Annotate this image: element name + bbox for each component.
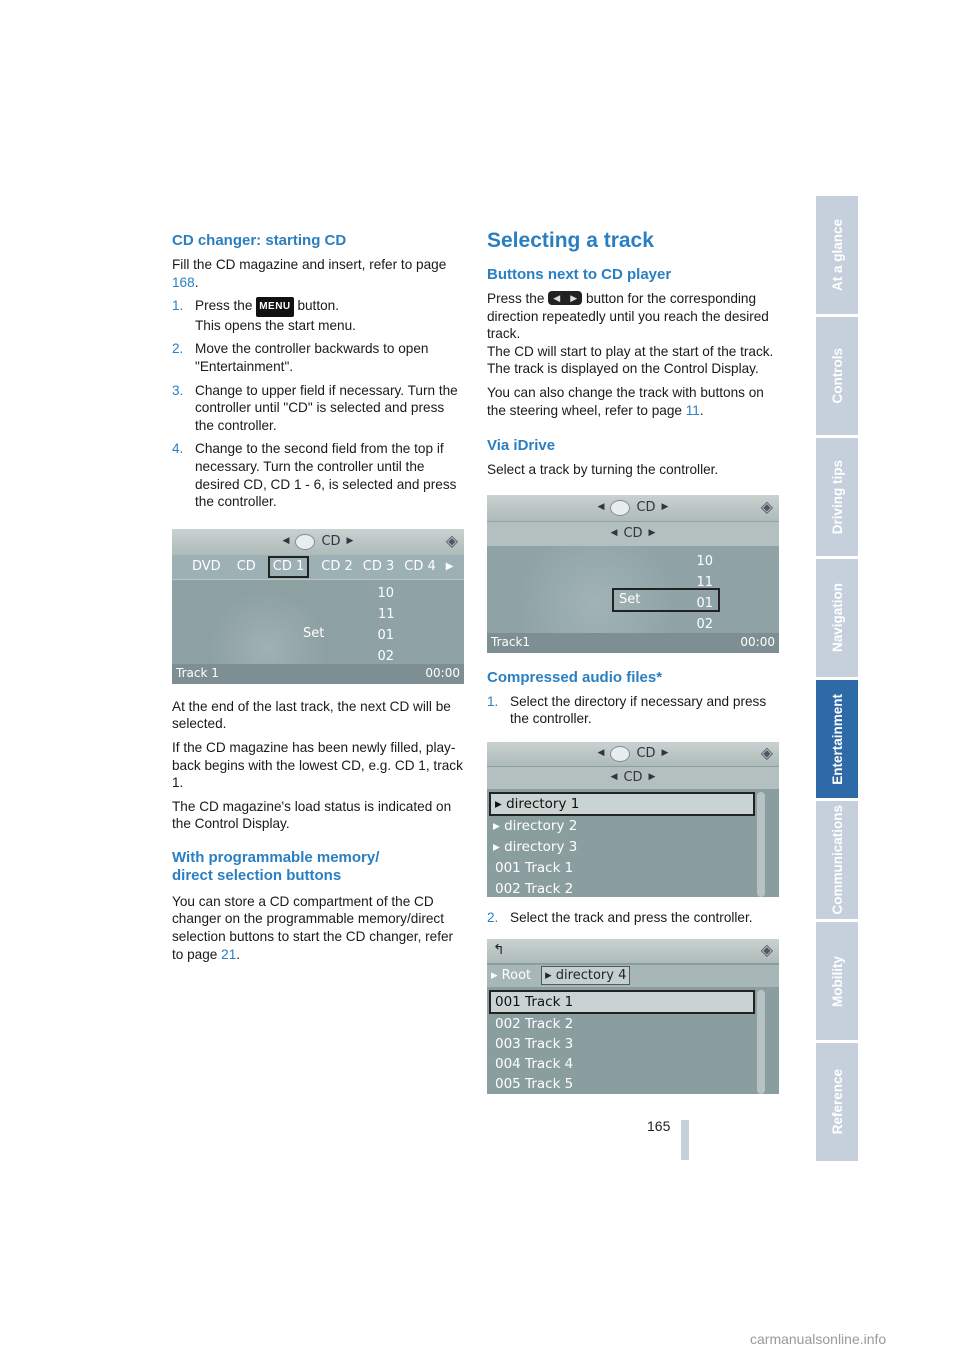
tab-reference[interactable]: Reference [816, 1043, 858, 1161]
cd-changer-screen: ◀ CD ▶ ◈ DVD CD CD 1 CD 2 CD 3 CD 4 ▶ 10 11 01 02 Set Track 1 00:00 [172, 529, 464, 684]
page-link-168[interactable]: 168 [172, 274, 195, 290]
page-number: 165 [647, 1118, 671, 1134]
status-track: Track1 [491, 634, 531, 649]
list-item[interactable]: ▸ directory 2 [493, 817, 578, 834]
tab-controls[interactable]: Controls [816, 317, 858, 435]
chapter-tabs [816, 196, 858, 1164]
list-item[interactable]: 003 Track 3 [495, 1035, 574, 1052]
arrow-left-icon: ◀ [610, 772, 618, 783]
idrive-track-screen: ◀ CD ▶ ◈ ◀ CD ▶ 10 11 01 02 Set Track1 00:00 [487, 495, 779, 653]
title-selecting-track: Selecting a track [487, 229, 654, 252]
para-press-button: Press the ◀ ▶ button for the corresponding direction repeatedly until you reach the desired track. The CD will start to play at the start of the track. The track is displayed on the Control Display. [487, 291, 774, 377]
arrow-right-icon: ▶ [661, 501, 669, 512]
heading-buttons-next: Buttons next to CD player [487, 266, 672, 283]
arrow-left-icon: ◀ [610, 527, 618, 538]
folder-breadcrumb[interactable]: ▸ directory 4 [541, 966, 630, 986]
arrow-right-icon: ▶ [346, 535, 354, 546]
heading-via-idrive: Via iDrive [487, 437, 556, 455]
list-item[interactable]: 004 Track 4 [495, 1055, 574, 1072]
list-item[interactable]: 002 Track 2 [495, 880, 574, 897]
menu-key-icon: MENU [256, 297, 293, 317]
cd-tab-cd2[interactable]: CD 2 [321, 558, 353, 574]
tab-driving-tips[interactable]: Driving tips [816, 438, 858, 556]
cd-disc-icon [610, 500, 630, 516]
page-link-21[interactable]: 21 [221, 946, 237, 962]
list-item[interactable]: ▸ directory 1 [489, 792, 755, 816]
arrow-left-icon: ◀ [282, 535, 290, 546]
selected-track-highlight[interactable] [612, 588, 720, 612]
track-file-list [489, 990, 755, 1094]
status-track: Track 1 [176, 665, 219, 680]
tab-navigation[interactable]: Navigation [816, 559, 858, 677]
list-item[interactable]: 001 Track 1 [489, 990, 755, 1014]
arrow-left-icon: ◀ [597, 748, 605, 759]
para-load-status: The CD magazine's load status is indicated on the Control Display. [172, 798, 452, 832]
controller-icon: ◈ [760, 742, 773, 762]
controller-icon: ◈ [760, 496, 773, 516]
heading-programmable: With programmable memory/ direct selection buttons [172, 848, 380, 884]
cd-tab-cd3[interactable]: CD 3 [362, 558, 395, 574]
track-list: 10 11 01 02 [377, 585, 395, 664]
list-item[interactable]: 005 Track 5 [495, 1075, 574, 1092]
step-4: 4. Change to the second field from the top if necessary. Turn the controller until the desired CD, CD 1 - 6, is selected and press the controller. [172, 441, 457, 510]
heading-cd-changer: CD changer: starting CD [172, 232, 347, 249]
list-item[interactable]: ▸ directory 3 [493, 838, 578, 855]
arrow-right-icon: ▶ [648, 527, 656, 538]
tab-entertainment[interactable]: Entertainment [816, 680, 858, 798]
list-item[interactable]: 001 Track 1 [495, 859, 574, 876]
para-steering-wheel: You can also change the track with buttons on the steering wheel, refer to page 11. [487, 384, 764, 418]
list-item[interactable]: 002 Track 2 [495, 1015, 574, 1032]
watermark: carmanualsonline.info [750, 1331, 887, 1347]
intro-paragraph: Fill the CD magazine and insert, refer to page 168. [172, 257, 447, 290]
scrollbar[interactable] [757, 990, 765, 1094]
step-3: 3. Change to upper field if necessary. Turn the controller until "CD" is selected and press the controller. [172, 382, 458, 433]
page-marker [681, 1120, 689, 1160]
step-2-track: 2. Select the track and press the controller. [487, 909, 753, 925]
arrow-right-icon: ▶ [661, 748, 669, 759]
cd-disc-icon [295, 534, 315, 550]
set-label: Set [303, 625, 325, 641]
step-1: 1. Press the MENU button. This opens the start menu. [172, 298, 356, 333]
left-column [172, 228, 464, 969]
arrow-right-icon: ▶ [648, 772, 656, 783]
track-list-screen [487, 939, 779, 1094]
root-breadcrumb[interactable]: ▸ Root [491, 967, 532, 983]
arrow-left-icon: ◀ [597, 501, 605, 512]
directory-list-screen: ◀ CD ▶ ◈ ◀ CD ▶ ▸ directory 1 ▸ directory 2 ▸ directory 3 001 Track 1 002 Track 2 [487, 742, 779, 897]
cd-tab-cd4[interactable]: CD 4 [404, 558, 436, 574]
step-1-directory: 1. Select the directory if necessary and press the controller. [487, 693, 767, 727]
set-label: Set [619, 591, 641, 607]
para-magazine-filled: If the CD magazine has been newly filled, play-back begins with the lowest CD, e.g. CD 1, track 1. [172, 739, 463, 791]
scrollbar[interactable] [757, 792, 765, 897]
cd-disc-icon [610, 746, 630, 762]
para-store: You can store a CD compartment of the CD changer on the programmable memory/direct selection buttons to start the CD changer, refer to page 21. [172, 893, 454, 962]
para-next-cd: At the end of the last track, the next CD will be selected. [172, 698, 451, 732]
para-select-track: Select a track by turning the controller. [487, 462, 719, 478]
status-time: 00:00 [425, 665, 460, 680]
controller-icon: ◈ [445, 530, 458, 550]
tab-communications[interactable]: Communications [816, 801, 858, 919]
status-time: 00:00 [740, 634, 775, 649]
tab-mobility[interactable]: Mobility [816, 922, 858, 1040]
page-link-11[interactable]: 11 [685, 402, 700, 418]
cd-tab-cd[interactable]: CD [236, 558, 256, 574]
tab-at-a-glance[interactable]: At a glance [816, 196, 858, 314]
cd-tab-cd1[interactable]: CD 1 [268, 556, 310, 578]
cd-tab-dvd[interactable]: DVD [192, 558, 221, 574]
right-column [487, 228, 780, 1094]
directory-list [489, 792, 755, 897]
controller-icon: ◈ [760, 939, 773, 959]
step-2: 2. Move the controller backwards to open "Entertainment". [172, 341, 429, 374]
track-list: 10 11 01 02 [696, 553, 713, 632]
back-icon[interactable]: ↰ [493, 941, 505, 958]
track-skip-button-icon: ◀ ▶ [548, 291, 582, 305]
heading-compressed: Compressed audio files* [487, 668, 663, 686]
more-right-icon: ▶ [445, 560, 454, 572]
